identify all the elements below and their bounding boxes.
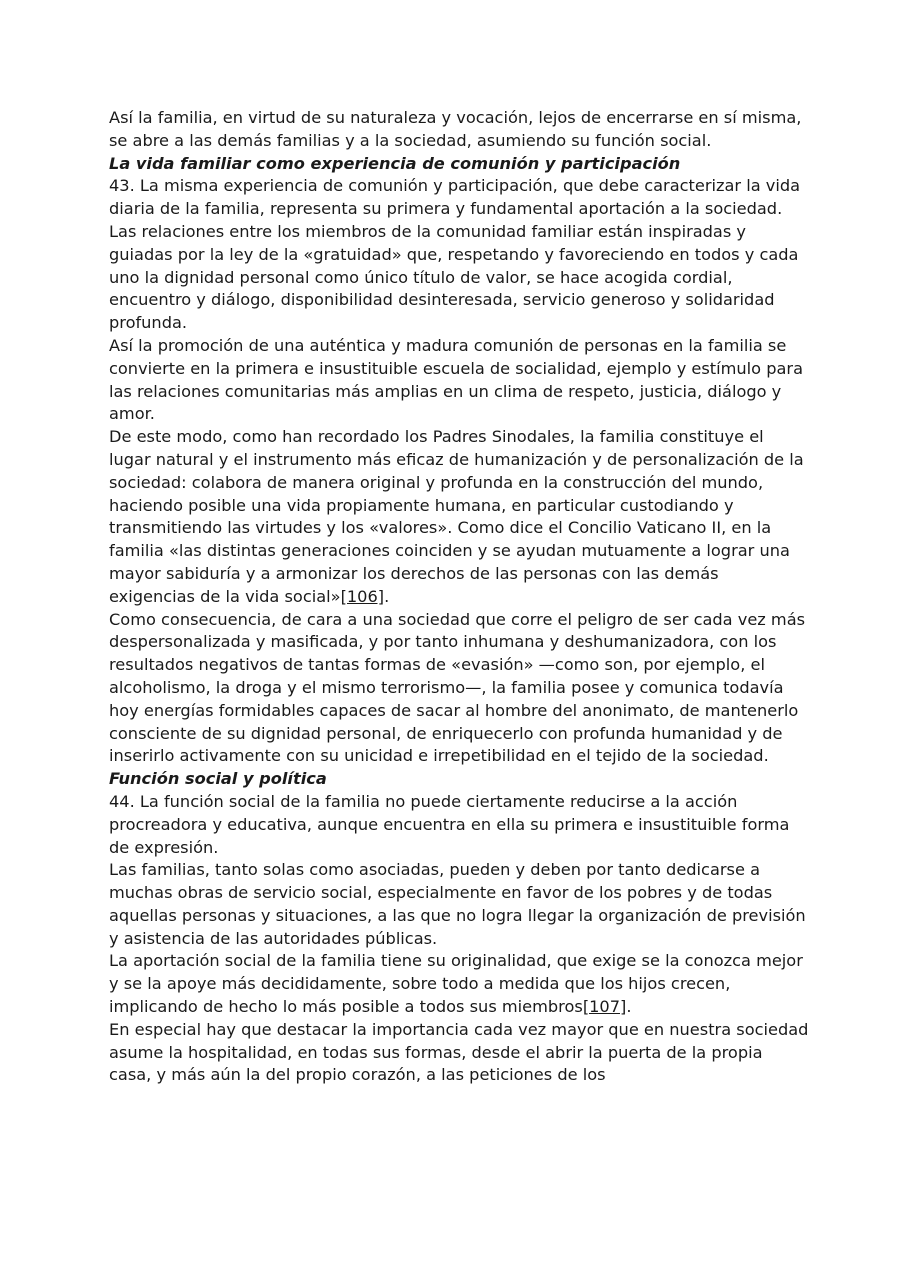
paragraph-end: . <box>626 997 632 1017</box>
paragraph: En especial hay que destacar la importancia cada vez mayor que en nuestra sociedad asume la hospitalidad, en todas sus formas, desde el abrir la puerta de la propia casa, y más aún la del propio corazón, a las peticiones de los <box>109 1019 809 1085</box>
paragraph: 44. La función social de la familia no puede ciertamente reducirse a la acción procreadora y educativa, aunque encuentra en ella su primera e insustituible forma de expresión. <box>109 791 790 857</box>
footnote-link-107[interactable]: [107] <box>582 997 627 1017</box>
paragraph-with-footnote <box>109 426 809 608</box>
section-heading: La vida familiar como experiencia de comunión y participación <box>109 153 681 173</box>
paragraph: Las familias, tanto solas como asociadas, pueden y deben por tanto dedicarse a muchas obras de servicio social, especialmente en favor de los pobres y de todas aquellas personas y situaciones, a las que no logra llegar la organización de previsión y asistencia de las autoridades públicas. <box>109 860 806 948</box>
paragraph-text: La aportación social de la familia tiene su originalidad, que exige se la conozca mejor y se la apoye más decididamente, sobre todo a medida que los hijos crecen, implicando de hecho lo más posible a todos sus miembros <box>109 951 803 1017</box>
paragraph-text: De este modo, como han recordado los Padres Sinodales, la familia constituye el lugar natural y el instrumento más eficaz de humanización y de personalización de la sociedad: colabora de manera original y profunda en la construcción del mundo, haciendo posible una vida propiamente humana, en particular custodiando y transmitiendo las virtudes y los «valores». Como dice el Concilio Vaticano II, en la familia «las distintas generaciones coinciden y se ayudan mutuamente a lograr una mayor sabiduría y a armonizar los derechos de las personas con las demás exigencias de la vida social» <box>109 427 804 606</box>
paragraph-end: . <box>384 586 390 606</box>
document-page <box>109 107 809 1087</box>
paragraph: Así la promoción de una auténtica y madura comunión de personas en la familia se convierte en la primera e insustituible escuela de socialidad, ejemplo y estímulo para las relaciones comunitarias más amplias en un clima de respeto, justicia, diálogo y amor. <box>109 335 803 424</box>
paragraph: Como consecuencia, de cara a una sociedad que corre el peligro de ser cada vez más despersonalizada y masificada, y por tanto inhumana y deshumanizadora, con los resultados negativos de tantas formas de «evasión» —como son, por ejemplo, el alcoholismo, la droga y el mismo terrorismo—, la familia posee y comunica todavía hoy energías formidables capaces de sacar al hombre del anonimato, de mantenerlo consciente de su dignidad personal, de enriquecerlo con profunda humanidad y de inserirlo activamente con su unicidad e irrepetibilidad en el tejido de la sociedad. <box>109 609 806 766</box>
paragraph-with-footnote <box>109 950 809 1018</box>
paragraph: Así la familia, en virtud de su naturaleza y vocación, lejos de encerrarse en sí misma, se abre a las demás familias y a la sociedad, asumiendo su función social. <box>109 108 802 150</box>
footnote-link-106[interactable]: [106] <box>340 586 385 606</box>
paragraph: Las relaciones entre los miembros de la comunidad familiar están inspiradas y guiadas por la ley de la «gratuidad» que, respetando y favoreciendo en todos y cada uno la dignidad personal como único título de valor, se hace acogida cordial, encuentro y diálogo, disponibilidad desinteresada, servicio generoso y solidaridad profunda. <box>109 221 799 333</box>
paragraph: 43. La misma experiencia de comunión y participación, que debe caracterizar la vida diaria de la familia, representa su primera y fundamental aportación a la sociedad. <box>109 176 801 219</box>
section-heading: Función social y política <box>109 769 327 789</box>
